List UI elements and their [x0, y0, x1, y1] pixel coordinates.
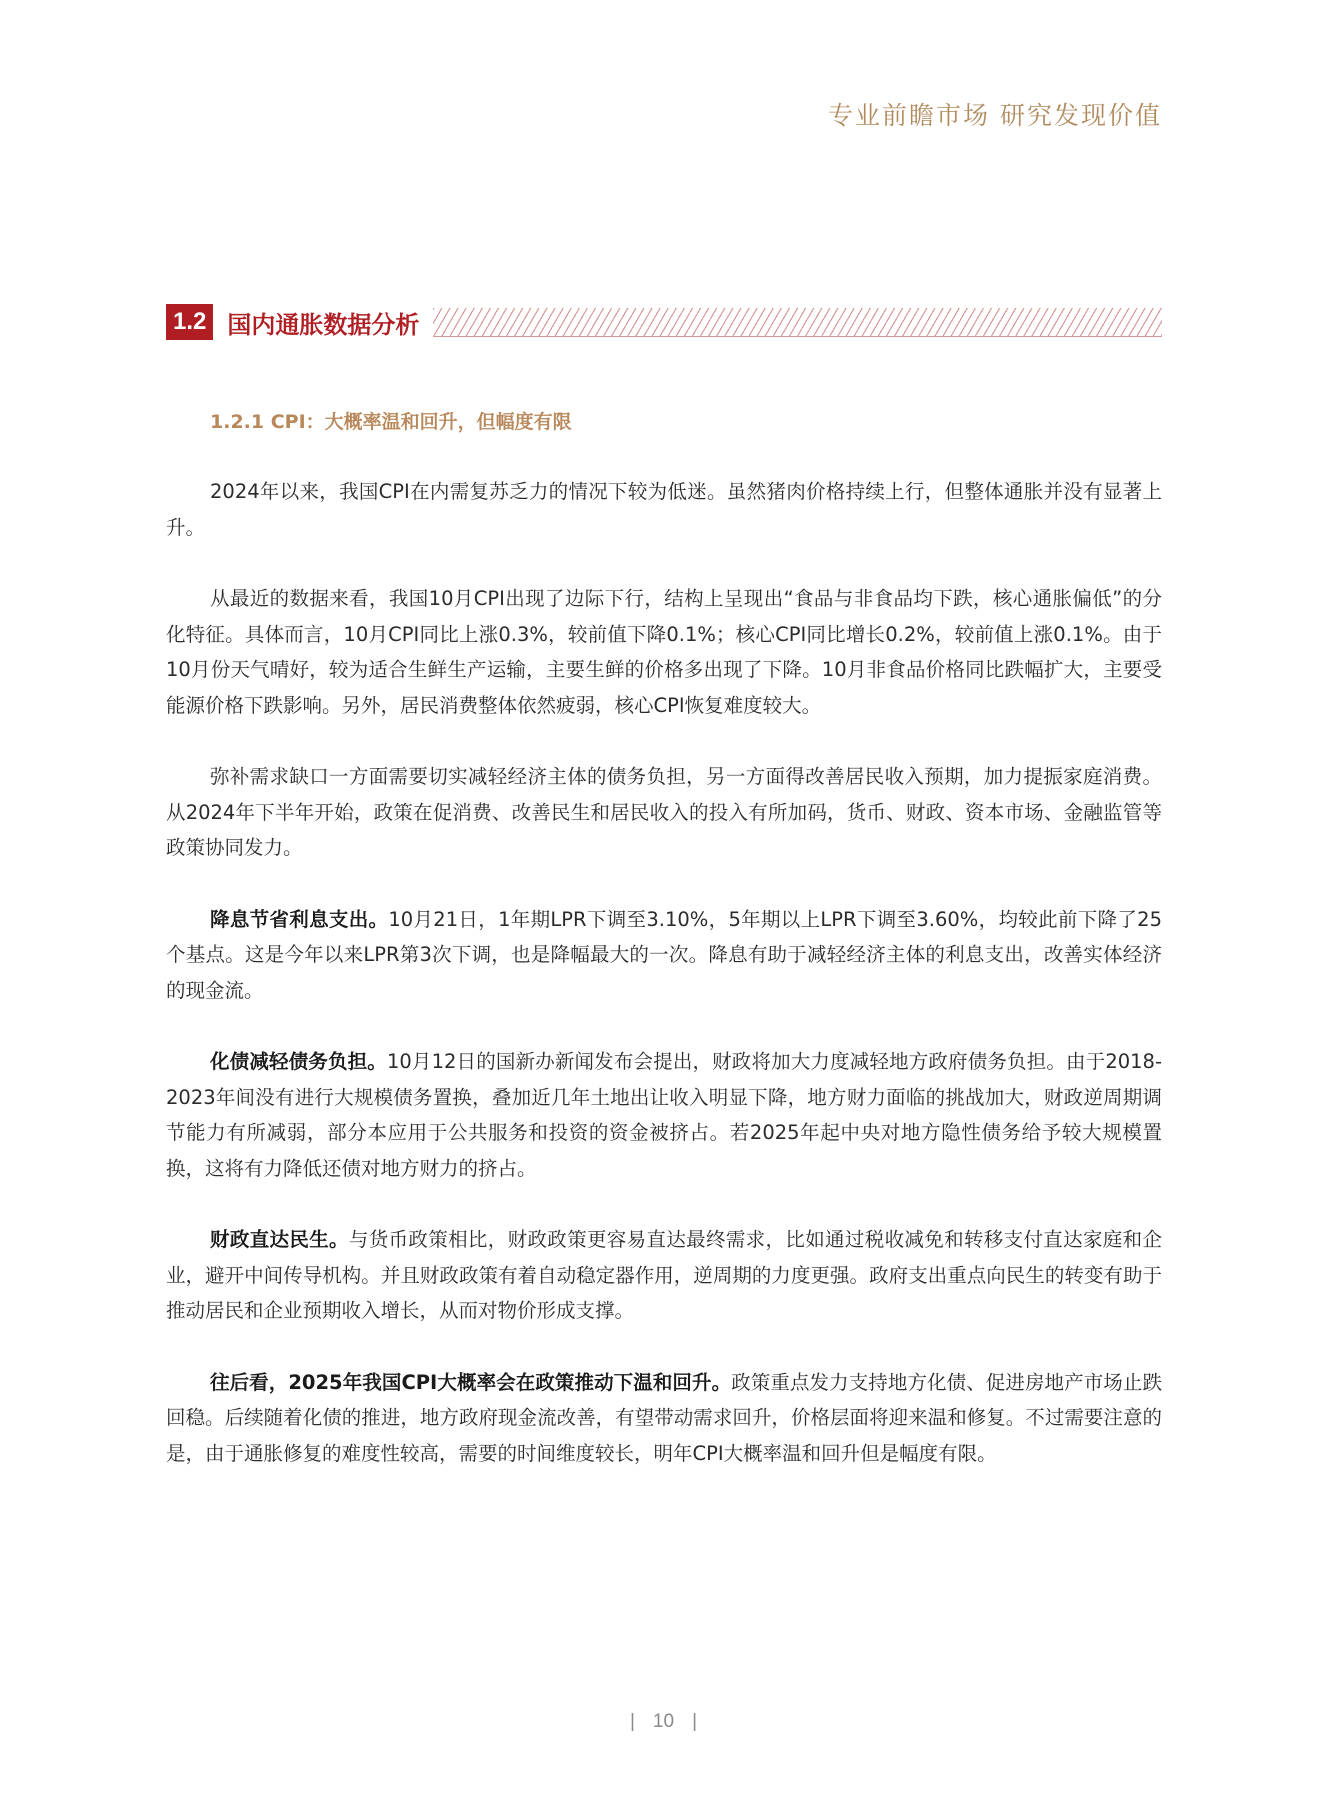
- paragraph-lead: 财政直达民生。: [210, 1228, 349, 1251]
- page-separator-left: |: [629, 1711, 635, 1732]
- paragraph: [166, 1365, 1162, 1472]
- paragraph-lead: 降息节省利息支出。: [210, 907, 389, 931]
- page-number: 10: [652, 1711, 675, 1732]
- paragraph-lead: 往后看，2025年我国CPI大概率会在政策推动下温和回升。: [210, 1370, 732, 1394]
- section-title: 国内通胀数据分析: [227, 310, 420, 339]
- header-slogan: 专业前瞻市场 研究发现价值: [828, 101, 1162, 130]
- paragraph-text: 政策重点发力支持地方化债、促进房地产市场止跌回稳。后续随着化债的推进，地方政府现金流改善，有望带动需求回升，价格层面将迎来温和修复。不过需要注意的是，由于通胀修复的难度性较高，需要的时间维度较长，明年CPI大概率温和回升但是幅度有限。: [166, 1370, 1162, 1465]
- section-hatch-decoration: [433, 308, 1162, 337]
- section-number: 1.2: [166, 304, 213, 340]
- paragraph: [166, 759, 1162, 866]
- page-footer: [0, 1711, 1327, 1733]
- subsection-title: 1.2.1 CPI：大概率温和回升，但幅度有限: [210, 411, 572, 433]
- paragraph-text: 10月21日，1年期LPR下调至3.10%，5年期以上LPR下调至3.60%，均较此前下降了25个基点。这是今年以来LPR第3次下调，也是降幅最大的一次。降息有助于减轻经济主体的利息支出，改善实体经济的现金流。: [166, 907, 1162, 1002]
- paragraph: [166, 581, 1162, 723]
- paragraph-lead: 化债减轻债务负担。: [210, 1050, 387, 1073]
- paragraph: [166, 474, 1162, 545]
- paragraph-text: 2024年以来，我国CPI在内需复苏乏力的情况下较为低迷。虽然猪肉价格持续上行，但整体通胀并没有显著上升。: [166, 480, 1162, 539]
- paragraph-text: 10月12日的国新办新闻发布会提出，财政将加大力度减轻地方政府债务负担。由于2018-2023年间没有进行大规模债务置换，叠加近几年土地出让收入明显下降，地方财力面临的挑战加大，财政逆周期调节能力有所减弱，部分本应用于公共服务和投资的资金被挤占。若2025年起中央对地方隐性债务给予较大规模置换，这将有力降低还债对地方财力的挤占。: [166, 1050, 1162, 1180]
- paragraph: [166, 1044, 1162, 1186]
- paragraph-text: 从最近的数据来看，我国10月CPI出现了边际下行，结构上呈现出“食品与非食品均下跌，核心通胀偏低”的分化特征。具体而言，10月CPI同比上涨0.3%，较前值下降0.1%；核心CPI同比增长0.2%，较前值上涨0.1%。由于10月份天气晴好，较为适合生鲜生产运输，主要生鲜的价格多出现了下降。10月非食品价格同比跌幅扩大，主要受能源价格下跌影响。另外，居民消费整体依然疲弱，核心CPI恢复难度较大。: [166, 587, 1162, 717]
- paragraph-text: 与货币政策相比，财政政策更容易直达最终需求，比如通过税收减免和转移支付直达家庭和企业，避开中间传导机构。并且财政政策有着自动稳定器作用，逆周期的力度更强。政府支出重点向民生的转变有助于推动居民和企业预期收入增长，从而对物价形成支撑。: [166, 1228, 1162, 1322]
- paragraph: [166, 1222, 1162, 1329]
- section-heading: [166, 302, 1162, 342]
- paragraph-text: 弥补需求缺口一方面需要切实减轻经济主体的债务负担，另一方面得改善居民收入预期，加力提振家庭消费。从2024年下半年开始，政策在促消费、改善民生和居民收入的投入有所加码，货币、财政、资本市场、金融监管等政策协同发力。: [166, 765, 1162, 859]
- body-text: [166, 474, 1162, 1507]
- paragraph: [166, 902, 1162, 1009]
- page-separator-right: |: [692, 1711, 697, 1732]
